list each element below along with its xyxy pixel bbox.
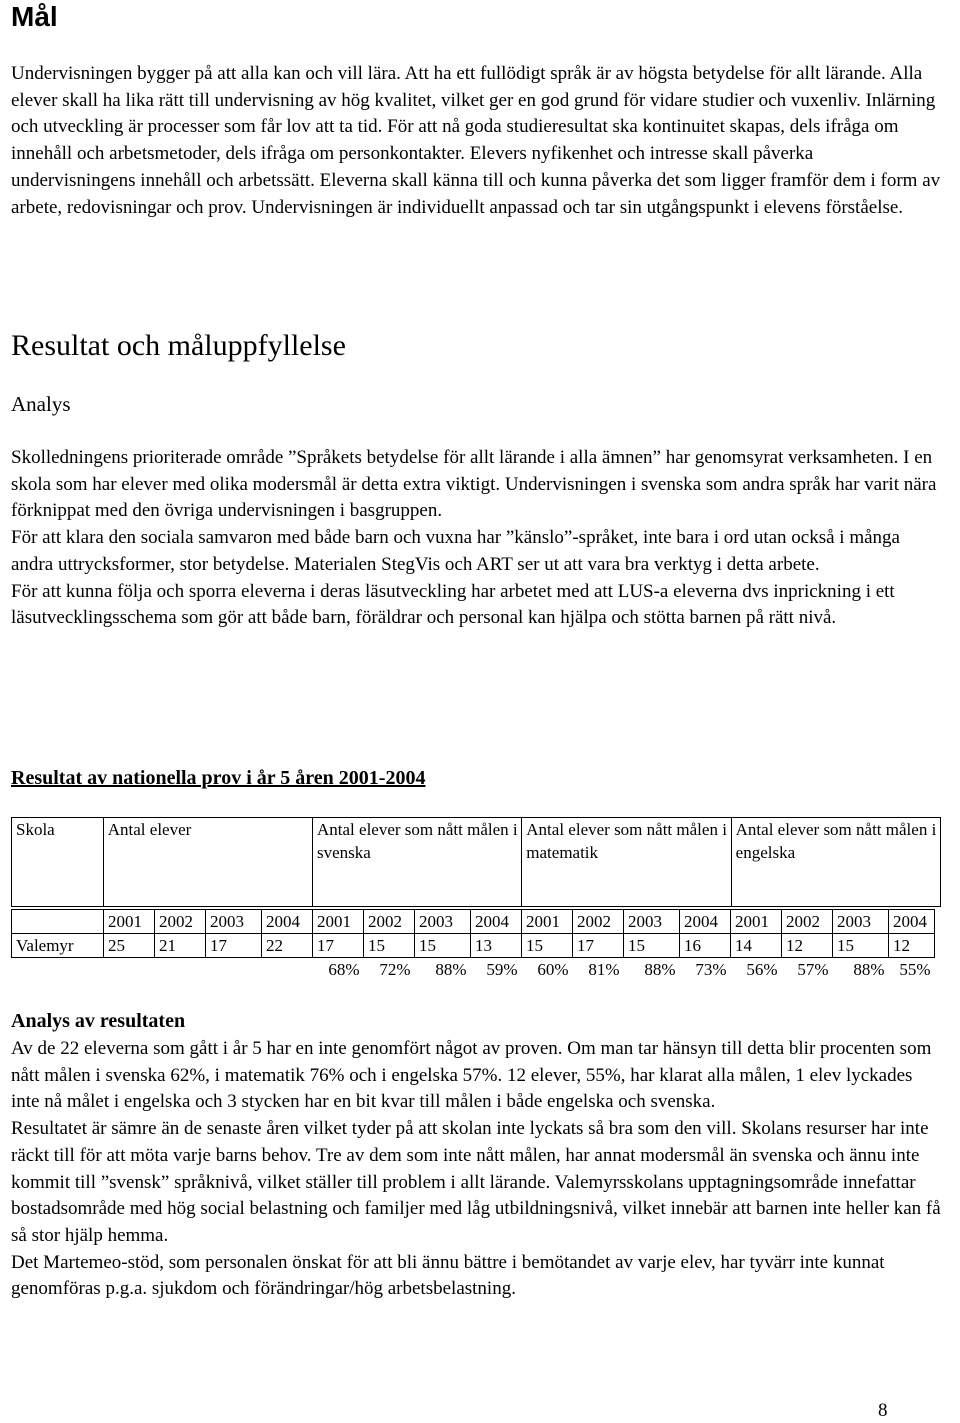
page-number: 8 [878,1400,888,1421]
table-cell [206,958,262,982]
table-cell: 22 [262,934,313,958]
analys-text [11,445,941,632]
table-cell: 2004 [262,910,313,934]
table-cell: 13 [471,934,522,958]
table-cell: 2003 [833,910,889,934]
table-cell: 2001 [731,910,782,934]
table-cell [155,958,206,982]
table-cell: 15 [415,934,471,958]
table-cell: 2001 [313,910,364,934]
table-cell: 15 [624,934,680,958]
page-title: Mål [11,1,58,32]
table-cell: 88% [853,960,885,979]
table-cell: 60% [537,960,569,979]
table-row [12,910,935,934]
table-cell: 16 [680,934,731,958]
table-cell: 56% [746,960,778,979]
table-cell [12,958,104,982]
table-cell: 2002 [364,910,415,934]
analys-paragraph: För att kunna följa och sporra eleverna i deras läsutveckling har arbetet med att LUS-a eleverna dvs inprickning i ett läsutvecklingsschema som gör att både barn, föräldrar och personal kan hjälpa och stötta barnen på rätt nivå. [11,580,895,629]
table-cell: 2004 [889,910,935,934]
table-cell: 73% [695,960,727,979]
table-cell: 2004 [471,910,522,934]
table-cell: 2003 [206,910,262,934]
table-cell [12,910,104,934]
results-heading: Resultat av nationella prov i år 5 åren 2001-2004 [11,767,426,789]
table-cell: 12 [889,934,935,958]
table-cell: 2001 [522,910,573,934]
table-cell: 2004 [680,910,731,934]
section-title: Resultat och måluppfyllelse [11,329,346,362]
result-paragraph: Resultatet är sämre än de senaste åren vilket tyder på att skolan inte lyckats så bra som den vill. Skolans resurser har inte räckt till för att möta varje barns behov. Tre av dem som inte nått målen, har annat modersmål än svenska och ännu inte kommit till ”svensk” språknivå, vilket ställer till problem i allt lärande. Valemyrsskolans upptagningsområde innefattar bostadsområde med hög social belastning och familjer med låg utbildningsnivå, vilket innebär att barnen inte heller kan få så stor hjälp hemma. [11,1118,941,1246]
table-cell: 17 [313,934,364,958]
header-svenska: Antal elever som nått målen i svenska [313,818,522,907]
table-cell: 2003 [415,910,471,934]
table-cell: 2002 [155,910,206,934]
table-cell: 57% [797,960,829,979]
result-paragraph: Det Martemeo-stöd, som personalen önskat för att bli ännu bättre i bemötandet av varje elev, har tyvärr inte kunnat genomföras p.g.a. sjukdom och förändringar/hög arbetsbelastning. [11,1251,885,1300]
table-cell: 14 [731,934,782,958]
table-row-percentages [12,958,935,982]
table-cell: 2002 [782,910,833,934]
table-row [12,934,935,958]
header-matematik: Antal elever som nått målen i matematik [522,818,731,907]
table-cell: 15 [364,934,415,958]
analysis-heading: Analys av resultaten [11,1010,186,1032]
analys-paragraph: För att klara den sociala samvaron med både barn och vuxna har ”känslo”-språket, inte bara i ord utan också i många andra uttrycksformer, stor betydelse. Materialen StegVis och ART ser ut att vara bra verktyg i detta arbete. [11,527,900,575]
table-cell: 17 [206,934,262,958]
header-antal: Antal elever [103,818,312,907]
table-cell [262,958,313,982]
table-cell: 15 [833,934,889,958]
table-cell: 21 [155,934,206,958]
subsection-title: Analys [11,392,71,416]
table-cell: 25 [104,934,155,958]
results-data-table [11,909,935,981]
table-cell: 68% [328,960,360,979]
table-cell: 88% [644,960,676,979]
table-cell-school: Valemyr [12,934,104,958]
table-cell: 12 [782,934,833,958]
result-paragraph: Av de 22 eleverna som gått i år 5 har en inte genomfört något av proven. Om man tar hänsyn till detta blir procenten som nått målen i svenska 62%, i matematik 76% och i engelska 57%. 12 elever, 55%, har klarat alla målen, 1 elev lyckades inte nå målet i engelska och 3 stycken har en bit kvar till målen i både engelska och svenska. [11,1038,932,1113]
table-cell: 17 [573,934,624,958]
table-cell: 81% [588,960,620,979]
table-cell: 15 [522,934,573,958]
table-cell [104,958,155,982]
table-cell: 2003 [624,910,680,934]
table-cell: 2001 [104,910,155,934]
table-cell: 88% [435,960,467,979]
table-cell: 2002 [573,910,624,934]
table-cell: 55% [899,960,931,979]
header-engelska: Antal elever som nått målen i engelska [731,818,940,907]
results-header-table [11,817,941,907]
table-cell: 72% [379,960,411,979]
analys-paragraph: Skolledningens prioriterade område ”Språkets betydelse för allt lärande i alla ämnen” har genomsyrat verksamheten. I en skola som har elever med olika modersmål är detta extra viktigt. Undervisningen i svenska som andra språk har varit nära förknippat med den övriga undervisningen i basgruppen. [11,447,937,522]
results-analysis-text [11,1036,941,1303]
mal-paragraph: Undervisningen bygger på att alla kan och vill lära. Att ha ett fullödigt språk är av högsta betydelse för allt lärande. Alla elever skall ha lika rätt till undervisning av hög kvalitet, vilket ger en god grund för vidare studier och vuxenliv. Inlärning och utveckling är processer som får lov att ta tid. För att nå goda studieresultat ska kontinuitet skapas, dels ifråga om innehåll och arbetsmetoder, dels ifråga om personkontakter. Elevers nyfikenhet och intresse skall påverka undervisningens innehåll och arbetssätt. Eleverna skall känna till och kunna påverka det som ligger framför dem i form av arbete, redovisningar och prov. Undervisningen är individuellt anpassad och tar sin utgångspunkt i elevens förståelse. [11,63,941,218]
table-cell: 59% [486,960,518,979]
header-skola: Skola [12,818,104,907]
